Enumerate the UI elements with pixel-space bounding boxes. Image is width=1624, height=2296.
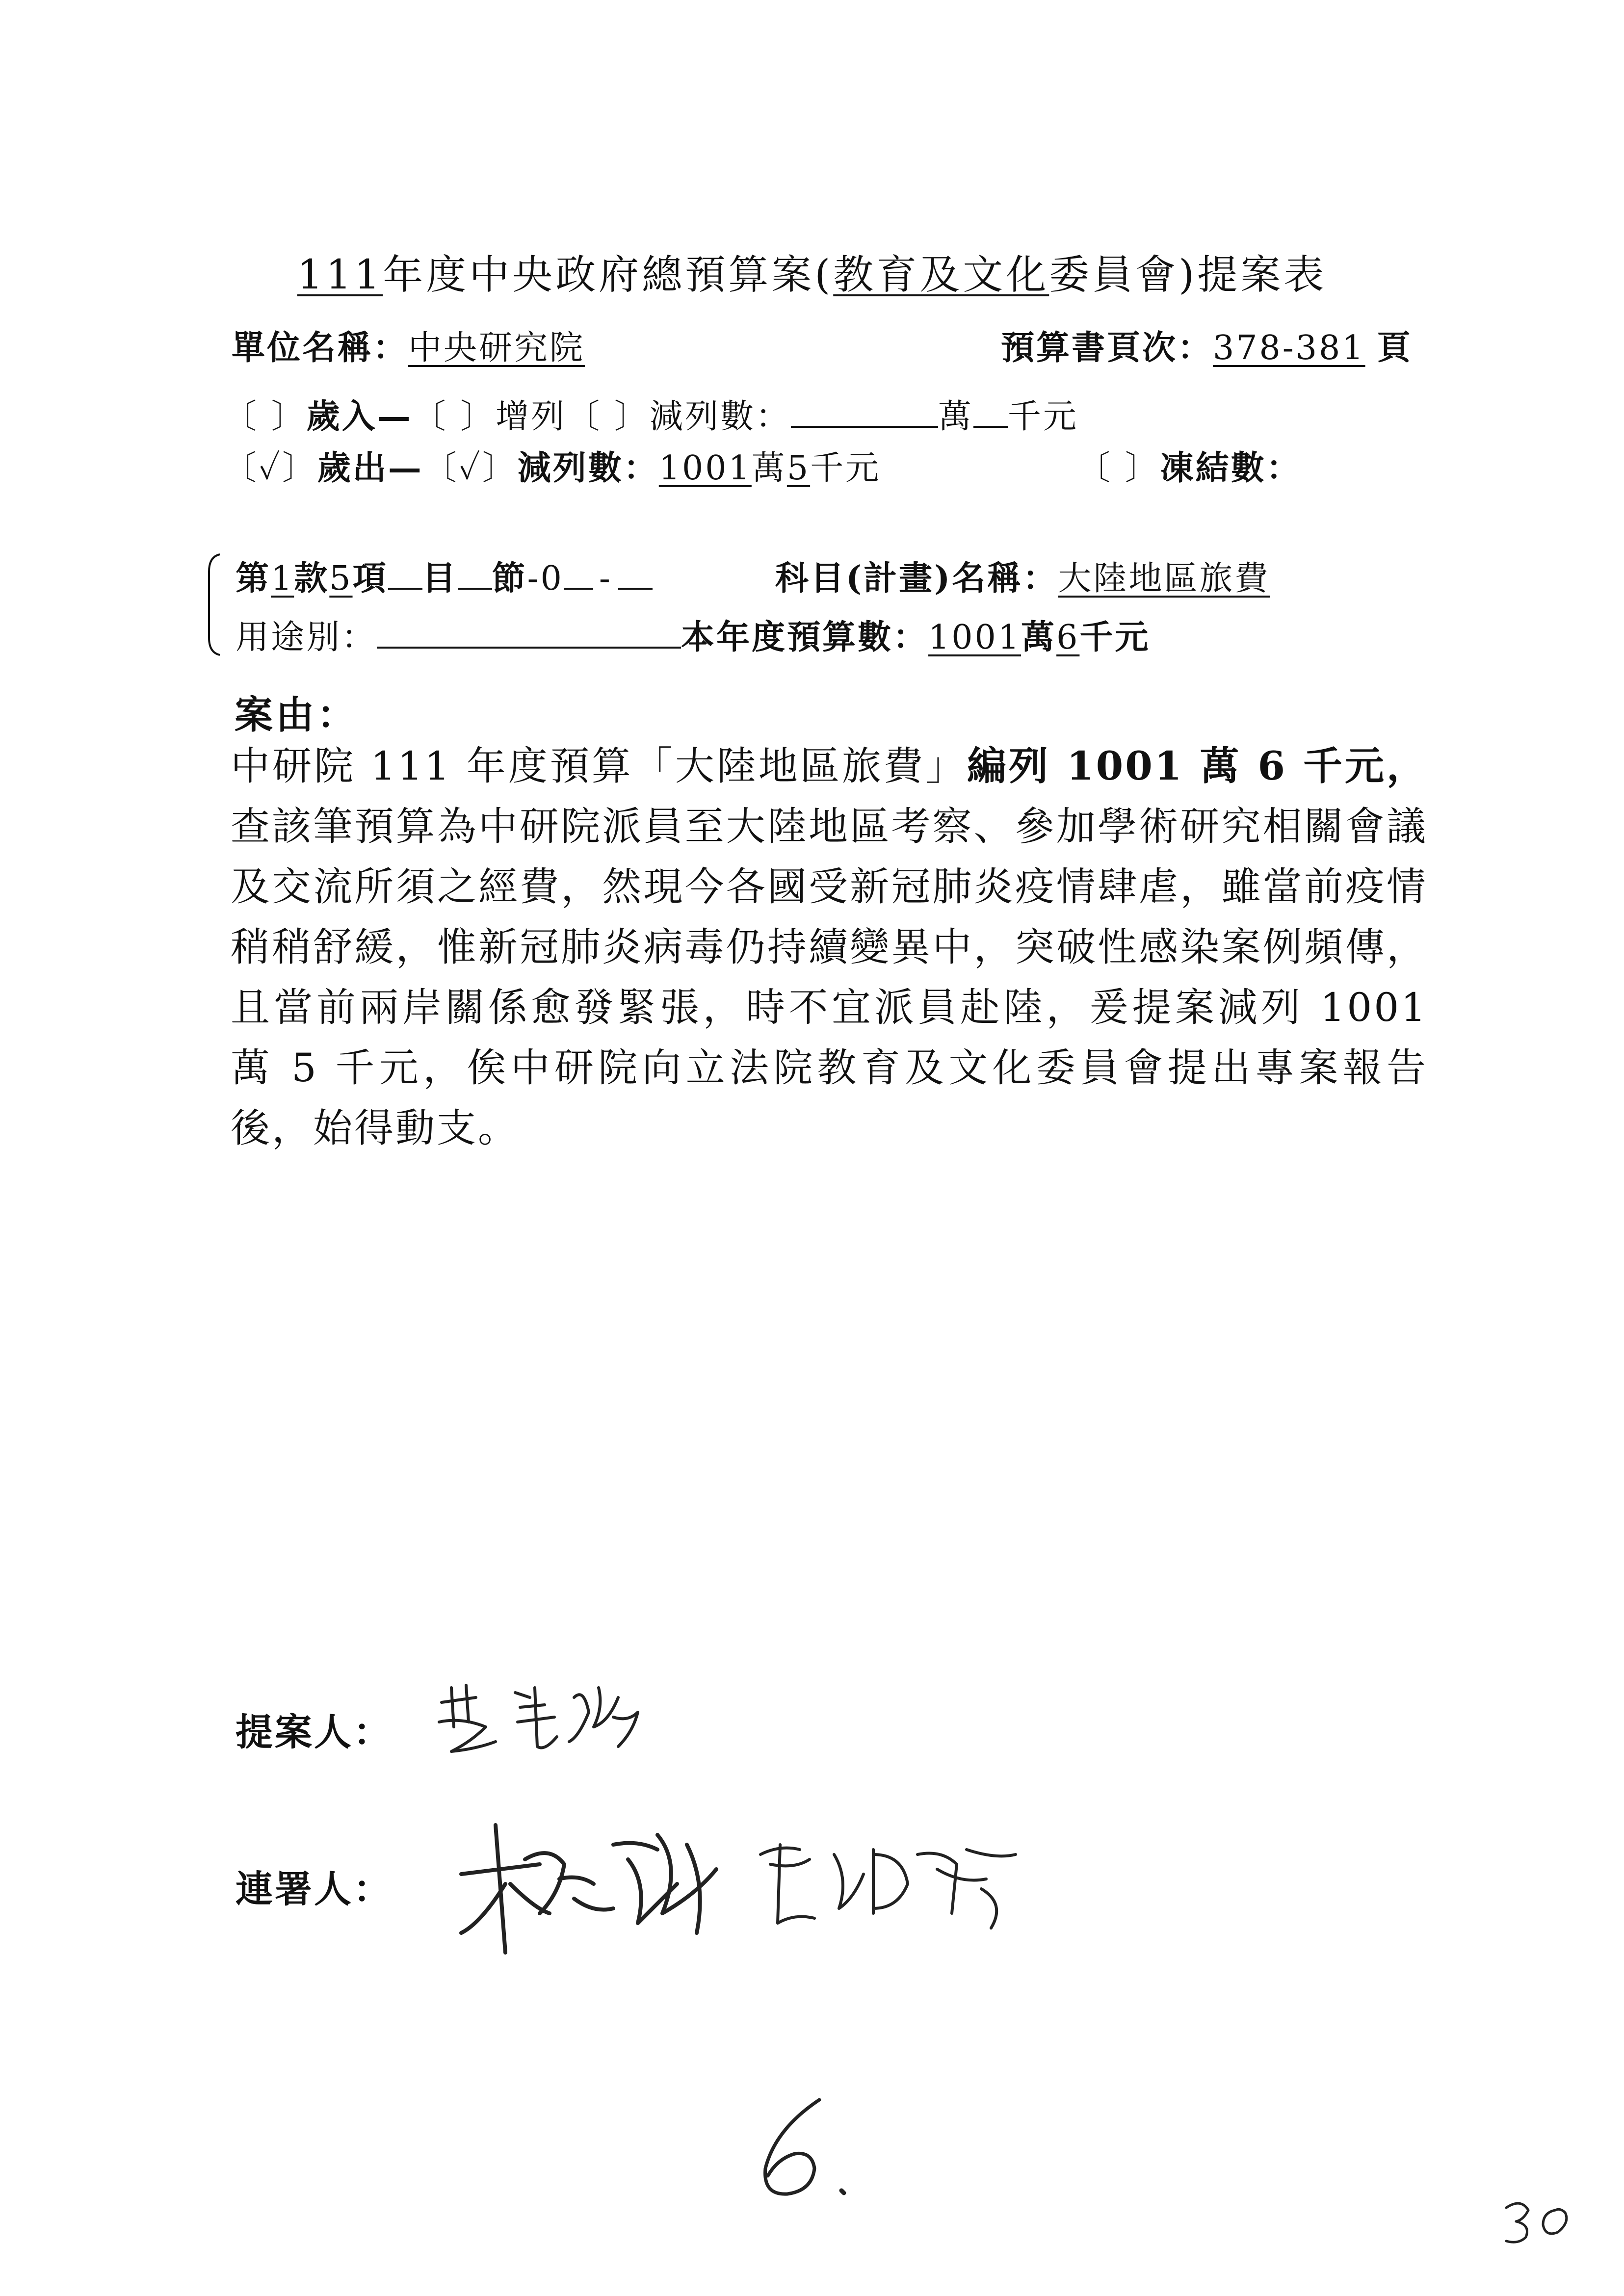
revenue-label: 歲入— [306,397,413,436]
subject-row [775,552,1270,600]
title-year: 111 [297,252,383,298]
expenditure-label: 歲出— [317,448,423,488]
revenue-decrease: 〔 〕減列數： [566,397,791,436]
proposer-label: 提案人： [236,1710,393,1754]
expenditure-wan: 萬 [751,449,787,488]
item-kuan: 款 [294,559,330,598]
page-ref-suffix: 頁 [1377,328,1413,367]
item-jie-blank [458,561,492,590]
expenditure-checkbox: 〔✓〕 [223,449,317,488]
unit-label: 單位名稱： [232,328,409,367]
revenue-unit-wan: 萬 [938,397,973,436]
title-text-b: 委員會)提案表 [1049,252,1327,298]
budget-qian-value: 6 [1056,618,1080,657]
item-xiang: 項 [352,559,388,598]
reason-p1: 中研院 111 年度預算「大陸地區旅費」 [231,743,968,789]
expenditure-amount-wan: 1001 [658,449,752,488]
revenue-increase: 〔 〕增列 [412,397,567,436]
unit-name-row [232,321,585,369]
unit-value: 中央研究院 [408,329,585,367]
item-blank-1 [564,561,593,590]
item-row [236,552,653,600]
revenue-amount-blank [791,399,938,428]
budget-label: 本年度預算數： [681,618,929,657]
item-brace [205,552,225,657]
item-xiang-no: 5 [329,559,353,598]
subject-label: 科目(計畫)名稱： [775,559,1058,598]
page-ref-row [1001,321,1413,369]
expenditure-row [223,442,881,489]
handwritten-number [746,2090,873,2208]
page-ref-value: 378-381 [1213,329,1365,367]
expenditure-qian: 千元 [810,449,881,488]
item-jie-no: -0 [527,559,564,598]
revenue-row [223,390,1078,438]
budget-wan: 萬 [1021,618,1057,657]
proposer-signature [432,1668,687,1766]
cosigner-signature-1 [451,1786,795,1962]
title-committee: 教育及文化 [833,252,1049,298]
freeze-checkbox: 〔 〕 [1077,449,1160,488]
item-blank-2 [618,561,653,590]
form-title [0,243,1624,300]
usage-row [236,611,1150,658]
reason-p1-bold: 編列 1001 萬 6 千元， [967,743,1428,789]
reason-p2: 查該筆預算為中研院派員至大陸地區考察、參加學術研究相關會議及交流所須之經費，然現今各國受新冠肺炎疫情肆虐，雖當前疫情稍稍舒緩，惟新冠肺炎病毒仍持續變異中，突破性感染案例頻傳，且當前兩岸關係愈發緊張，時不宜派員赴陸，爰提案減列 1001 萬 5 千元，俟中研院向立法院教育及文化委員會提出專案報告後，始得動支。 [231,804,1428,1151]
expenditure-decrease-label: 減列數： [517,448,659,488]
item-di: 第 [236,559,271,598]
subject-value: 大陸地區旅費 [1058,559,1270,598]
budget-wan-value: 1001 [928,618,1022,657]
cosigners-label: 連署人： [236,1867,393,1911]
freeze-label: 凍結數： [1160,448,1302,488]
expenditure-amount-qian: 5 [786,449,811,488]
item-dash: - [599,559,612,598]
item-mu-blank [388,561,422,590]
page-ref-label: 預算書頁次： [1001,328,1213,367]
title-text-a: 年度中央政府總預算案( [383,252,834,298]
usage-blank [377,620,681,649]
reason-heading: 案由： [235,693,359,737]
reason-body [231,736,1428,1158]
item-jie: 節 [492,559,527,598]
revenue-checkbox: 〔 〕 [223,397,307,436]
cosigner-signature-2 [751,1825,1035,1948]
item-kuan-no: 1 [271,559,294,598]
usage-label: 用途別： [236,618,377,657]
revenue-qian-blank [973,399,1008,428]
budget-qian: 千元 [1079,618,1151,657]
freeze-row [1077,442,1302,489]
item-mu: 目 [422,559,458,598]
page-number [1496,2188,1585,2247]
expenditure-decrease-checkbox: 〔✓〕 [423,449,518,488]
revenue-unit-qian: 千元 [1007,397,1078,436]
